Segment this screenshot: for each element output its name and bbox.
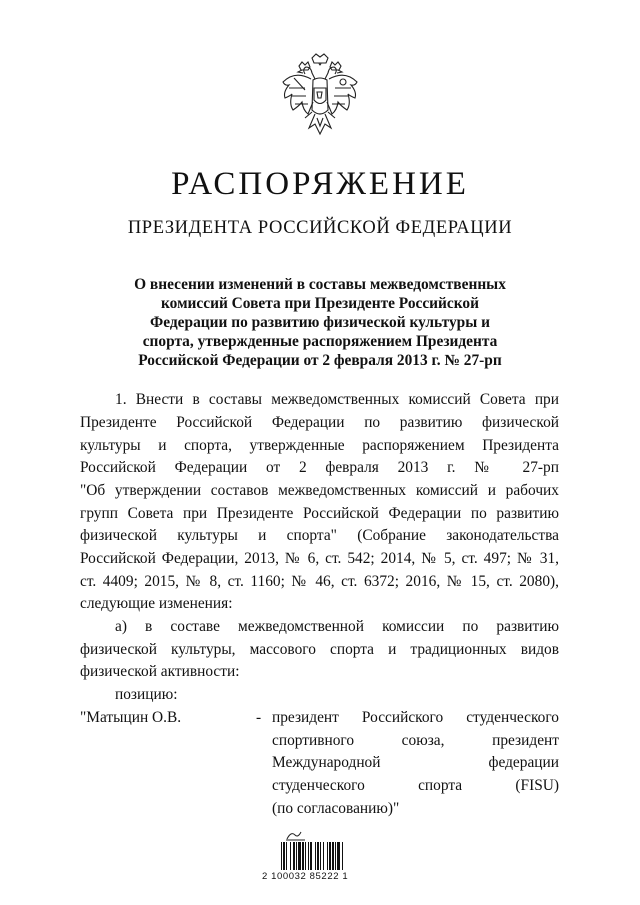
barcode-bar <box>286 842 287 870</box>
position-description-line: Международной федерации <box>272 754 559 771</box>
barcode-bar <box>335 842 336 870</box>
barcode-bar <box>317 842 319 870</box>
barcode-bar <box>329 842 331 870</box>
position-description-line: президент Российского студенческого <box>272 709 559 726</box>
body-line: Российской Федерации от 2 февраля 2013 г. № 27-рп <box>80 459 559 476</box>
barcode-bar <box>323 842 324 870</box>
document-heading <box>110 275 530 370</box>
barcode-bar <box>283 842 285 870</box>
body-line: ст. 4409; 2015, № 8, ст. 1160; № 46, ст. 6372; 2016, № 15, ст. 2080), <box>80 573 559 590</box>
barcode-bar <box>296 842 297 870</box>
body-line: групп Совета при Президенте Российской Федерации по развитию <box>80 505 559 522</box>
barcode-bar <box>281 842 282 870</box>
barcode-bar <box>302 842 304 870</box>
body-line: а) в составе межведомственной комиссии по развитию <box>115 618 559 635</box>
heading-line: спорта, утвержденные распоряжением Президента <box>142 333 498 350</box>
coat-of-arms-emblem <box>275 52 365 148</box>
position-description-line: спортивного союза, президент <box>272 732 559 749</box>
barcode-bar <box>310 842 312 870</box>
heading-line: О внесении изменений в составы межведомственных <box>134 276 506 293</box>
heading-line: Российской Федерации от 2 февраля 2013 г. № 27-рп <box>138 352 502 369</box>
barcode-bar <box>342 842 343 870</box>
barcode-number: 2 100032 85222 1 <box>262 871 349 882</box>
body-line: физической культуры и спорта" (Собрание законодательства <box>80 527 559 544</box>
heading-line: Федерации по развитию физической культуры и <box>150 314 490 331</box>
document-title: РАСПОРЯЖЕНИЕ <box>171 166 469 202</box>
document-subtitle: ПРЕЗИДЕНТА РОССИЙСКОЙ ФЕДЕРАЦИИ <box>127 218 513 238</box>
barcode-bar <box>305 842 306 870</box>
body-line: культуры и спорта, утвержденные распоряжением Президента <box>80 437 559 454</box>
barcode <box>281 842 365 870</box>
barcode-bar <box>308 842 309 870</box>
barcode-bar <box>320 842 321 870</box>
barcode-bar <box>332 842 334 870</box>
body-line: физической культуры, массового спорта и традиционных видов <box>80 641 559 658</box>
barcode-bar <box>293 842 295 870</box>
body-line: 1. Внести в составы межведомственных комиссий Совета при <box>115 391 559 408</box>
body-line: Президенте Российской Федерации по развитию физической <box>80 414 559 431</box>
body-line: физической активности: <box>80 663 240 680</box>
position-name: "Матыцин О.В. <box>80 709 182 726</box>
barcode-bar <box>298 842 301 870</box>
position-description-line: (по согласованию)" <box>272 800 400 817</box>
position-description-line: студенческого спорта (FISU) <box>272 777 559 794</box>
position-dash: - <box>256 709 262 726</box>
heading-line: комиссий Совета при Президенте Российской <box>161 295 479 312</box>
barcode-bar <box>290 842 291 870</box>
barcode-bar <box>337 842 340 870</box>
body-line: "Об утверждении составов межведомственных комиссий и рабочих <box>80 482 559 499</box>
body-line: позицию: <box>115 686 178 703</box>
printer-mark-icon <box>285 828 307 842</box>
barcode-bar <box>315 842 316 870</box>
body-line: следующие изменения: <box>80 595 233 612</box>
barcode-bar <box>327 842 328 870</box>
body-line: Российской Федерации, 2013, № 6, ст. 542; 2014, № 5, ст. 497; № 31, <box>80 550 559 567</box>
